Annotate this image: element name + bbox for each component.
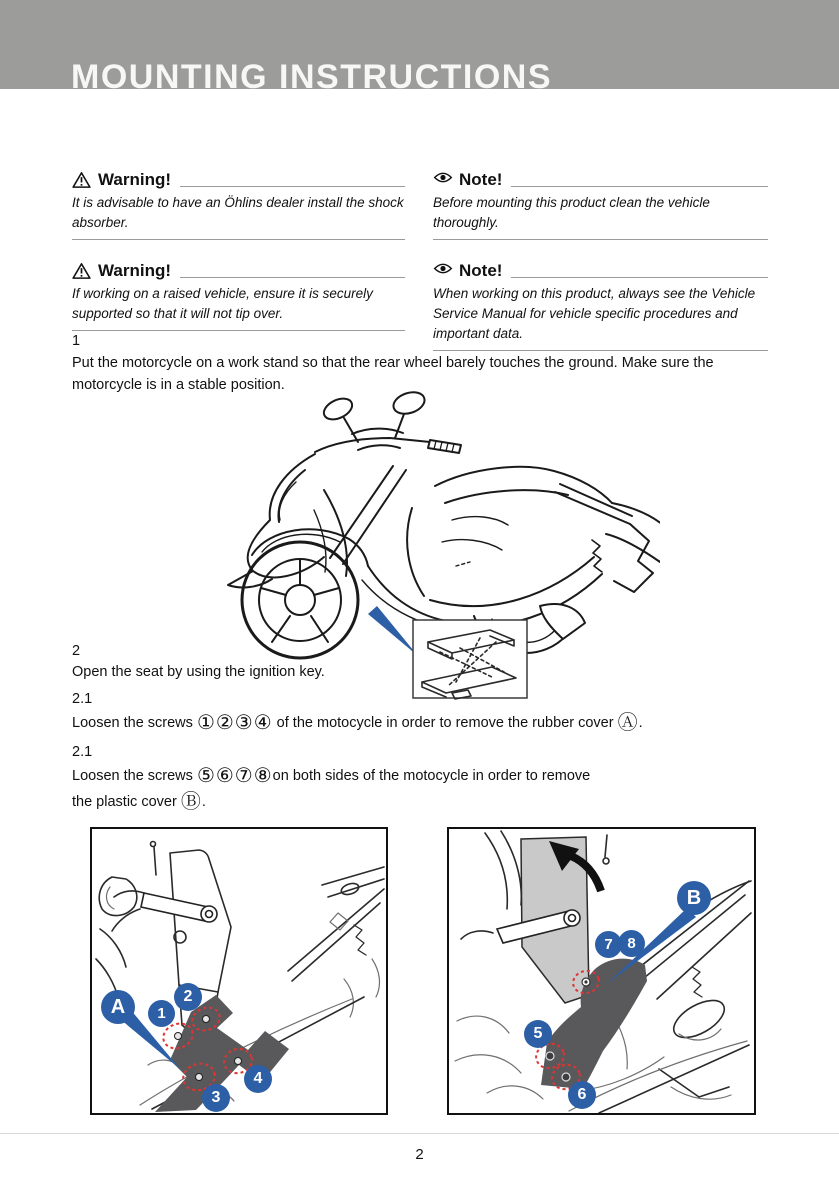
figure-plastic-cover (447, 827, 756, 1115)
warning-block-2 (72, 259, 405, 331)
step-1 (72, 331, 772, 396)
note-block-1 (433, 168, 768, 240)
page-header (0, 0, 839, 89)
step-2-block (72, 641, 792, 815)
note-body: Before mounting this product clean the vehicle thoroughly. (433, 193, 768, 240)
callout-1: 1 (148, 1000, 175, 1027)
step-2-1b-text-line1: Loosen the screws ⑤⑥⑦⑧on both sides of the motocycle in order to remove (72, 763, 591, 787)
step-2-1a-number: 2.1 (72, 691, 93, 707)
eye-icon (433, 171, 452, 189)
note-title: Note! (459, 170, 503, 189)
step-2-number: 2 (72, 643, 81, 659)
footer-rule (0, 1133, 839, 1134)
callout-a: A (101, 990, 135, 1024)
warnings-column (72, 168, 405, 350)
step-2-text: Open the seat by using the ignition key. (72, 664, 325, 680)
warning-triangle-icon (72, 262, 91, 280)
figure-rubber-cover (90, 827, 388, 1115)
handlebar (141, 893, 217, 922)
callout-b: B (677, 881, 711, 915)
warning-title: Warning! (98, 170, 172, 189)
plastic-cover-line-art (449, 829, 754, 1113)
warning-body: It is advisable to have an Öhlins dealer install the shock absorber. (72, 193, 405, 240)
heading-rule (511, 277, 768, 278)
step-1-text: Put the motorcycle on a work stand so that the rear wheel barely touches the ground. Make sure the motorcycle is in a stable position. (72, 355, 714, 393)
heading-rule (180, 277, 405, 278)
note-title: Note! (459, 261, 503, 280)
step-2-1b-text-line2: the plastic cover Ⓑ. (72, 789, 206, 813)
warning-body: If working on a raised vehicle, ensure it is securely supported so that it will not tip over. (72, 284, 405, 331)
warning-triangle-icon (72, 171, 91, 189)
step-1-number: 1 (72, 333, 81, 349)
eye-icon (433, 262, 452, 280)
callout-3: 3 (202, 1084, 230, 1112)
callout-2: 2 (174, 983, 202, 1011)
heading-rule (511, 186, 768, 187)
callout-5: 5 (524, 1020, 552, 1048)
heading-rule (180, 186, 405, 187)
callout-7: 7 (595, 931, 622, 958)
warning-title: Warning! (98, 261, 172, 280)
callout-4: 4 (244, 1065, 272, 1093)
step-2-1b-number: 2.1 (72, 744, 93, 760)
warning-block-1 (72, 168, 405, 240)
note-body: When working on this product, always see the Vehicle Service Manual for vehicle specific procedures and important data. (433, 284, 768, 351)
page-title: MOUNTING INSTRUCTIONS (71, 58, 553, 89)
callout-8: 8 (618, 930, 645, 957)
step-2-1a-text: Loosen the screws ①②③④ of the motocycle in order to remove the rubber cover Ⓐ. (72, 710, 643, 734)
callout-6: 6 (568, 1081, 596, 1109)
page-number: 2 (415, 1146, 424, 1163)
rubber-cover-line-art (92, 829, 386, 1113)
